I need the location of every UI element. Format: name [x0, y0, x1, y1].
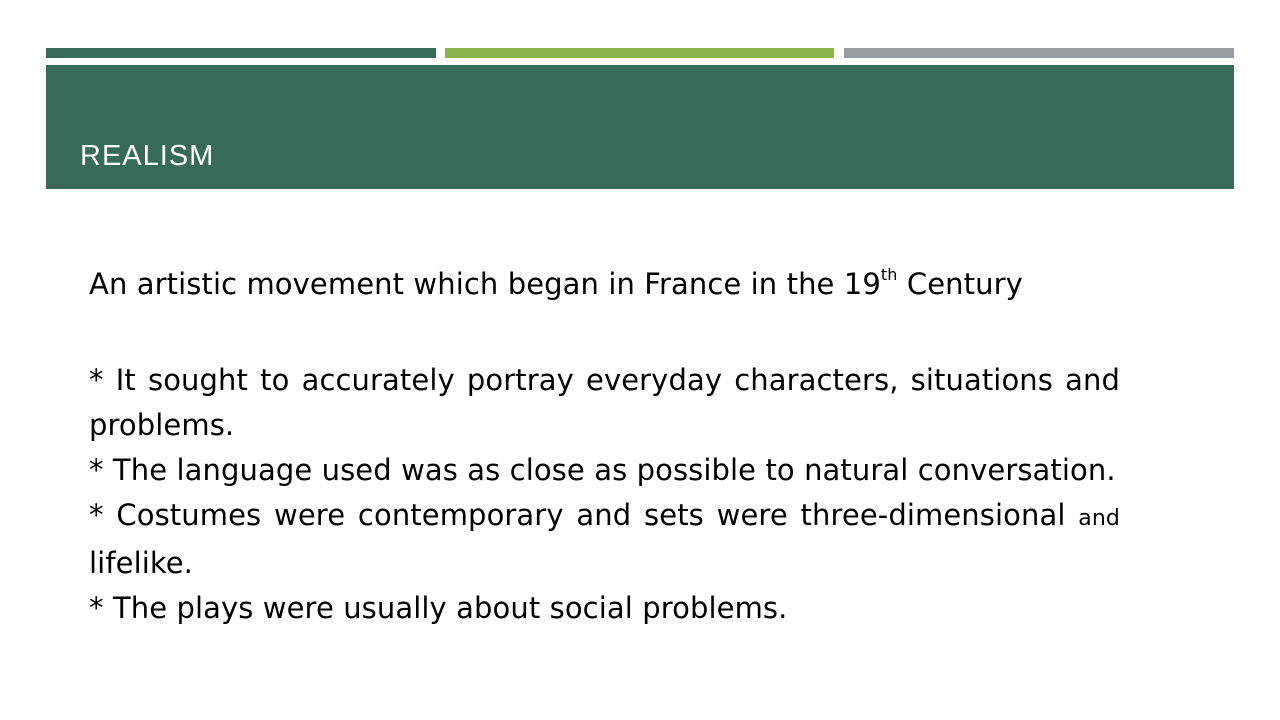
intro-paragraph	[89, 262, 1120, 307]
slide-body	[89, 262, 1120, 631]
accent-bar-dark-green	[46, 48, 436, 58]
intro-continuation: Century	[897, 267, 1023, 301]
intro-superscript: th	[880, 265, 898, 284]
bullet-text: * Costumes were contemporary and sets were three-dimensional	[89, 498, 1079, 532]
title-band	[46, 65, 1234, 189]
slide-title: REALISM	[80, 140, 215, 172]
bullet-point: * The plays were usually about social problems.	[89, 591, 788, 625]
intro-text: An artistic movement which began in France in the 19	[89, 267, 881, 301]
bullet-text: lifelike.	[89, 546, 194, 580]
bullet-small-word: and	[1078, 506, 1120, 531]
bullet-point: * It sought to accurately portray everyday characters, situations and problems.	[89, 363, 1120, 442]
bullet-point: * The language used was as close as possible to natural conversation.	[89, 453, 1116, 487]
accent-bar-gray	[844, 48, 1234, 58]
accent-bar-light-green	[445, 48, 834, 58]
bullet-point	[89, 493, 1120, 586]
